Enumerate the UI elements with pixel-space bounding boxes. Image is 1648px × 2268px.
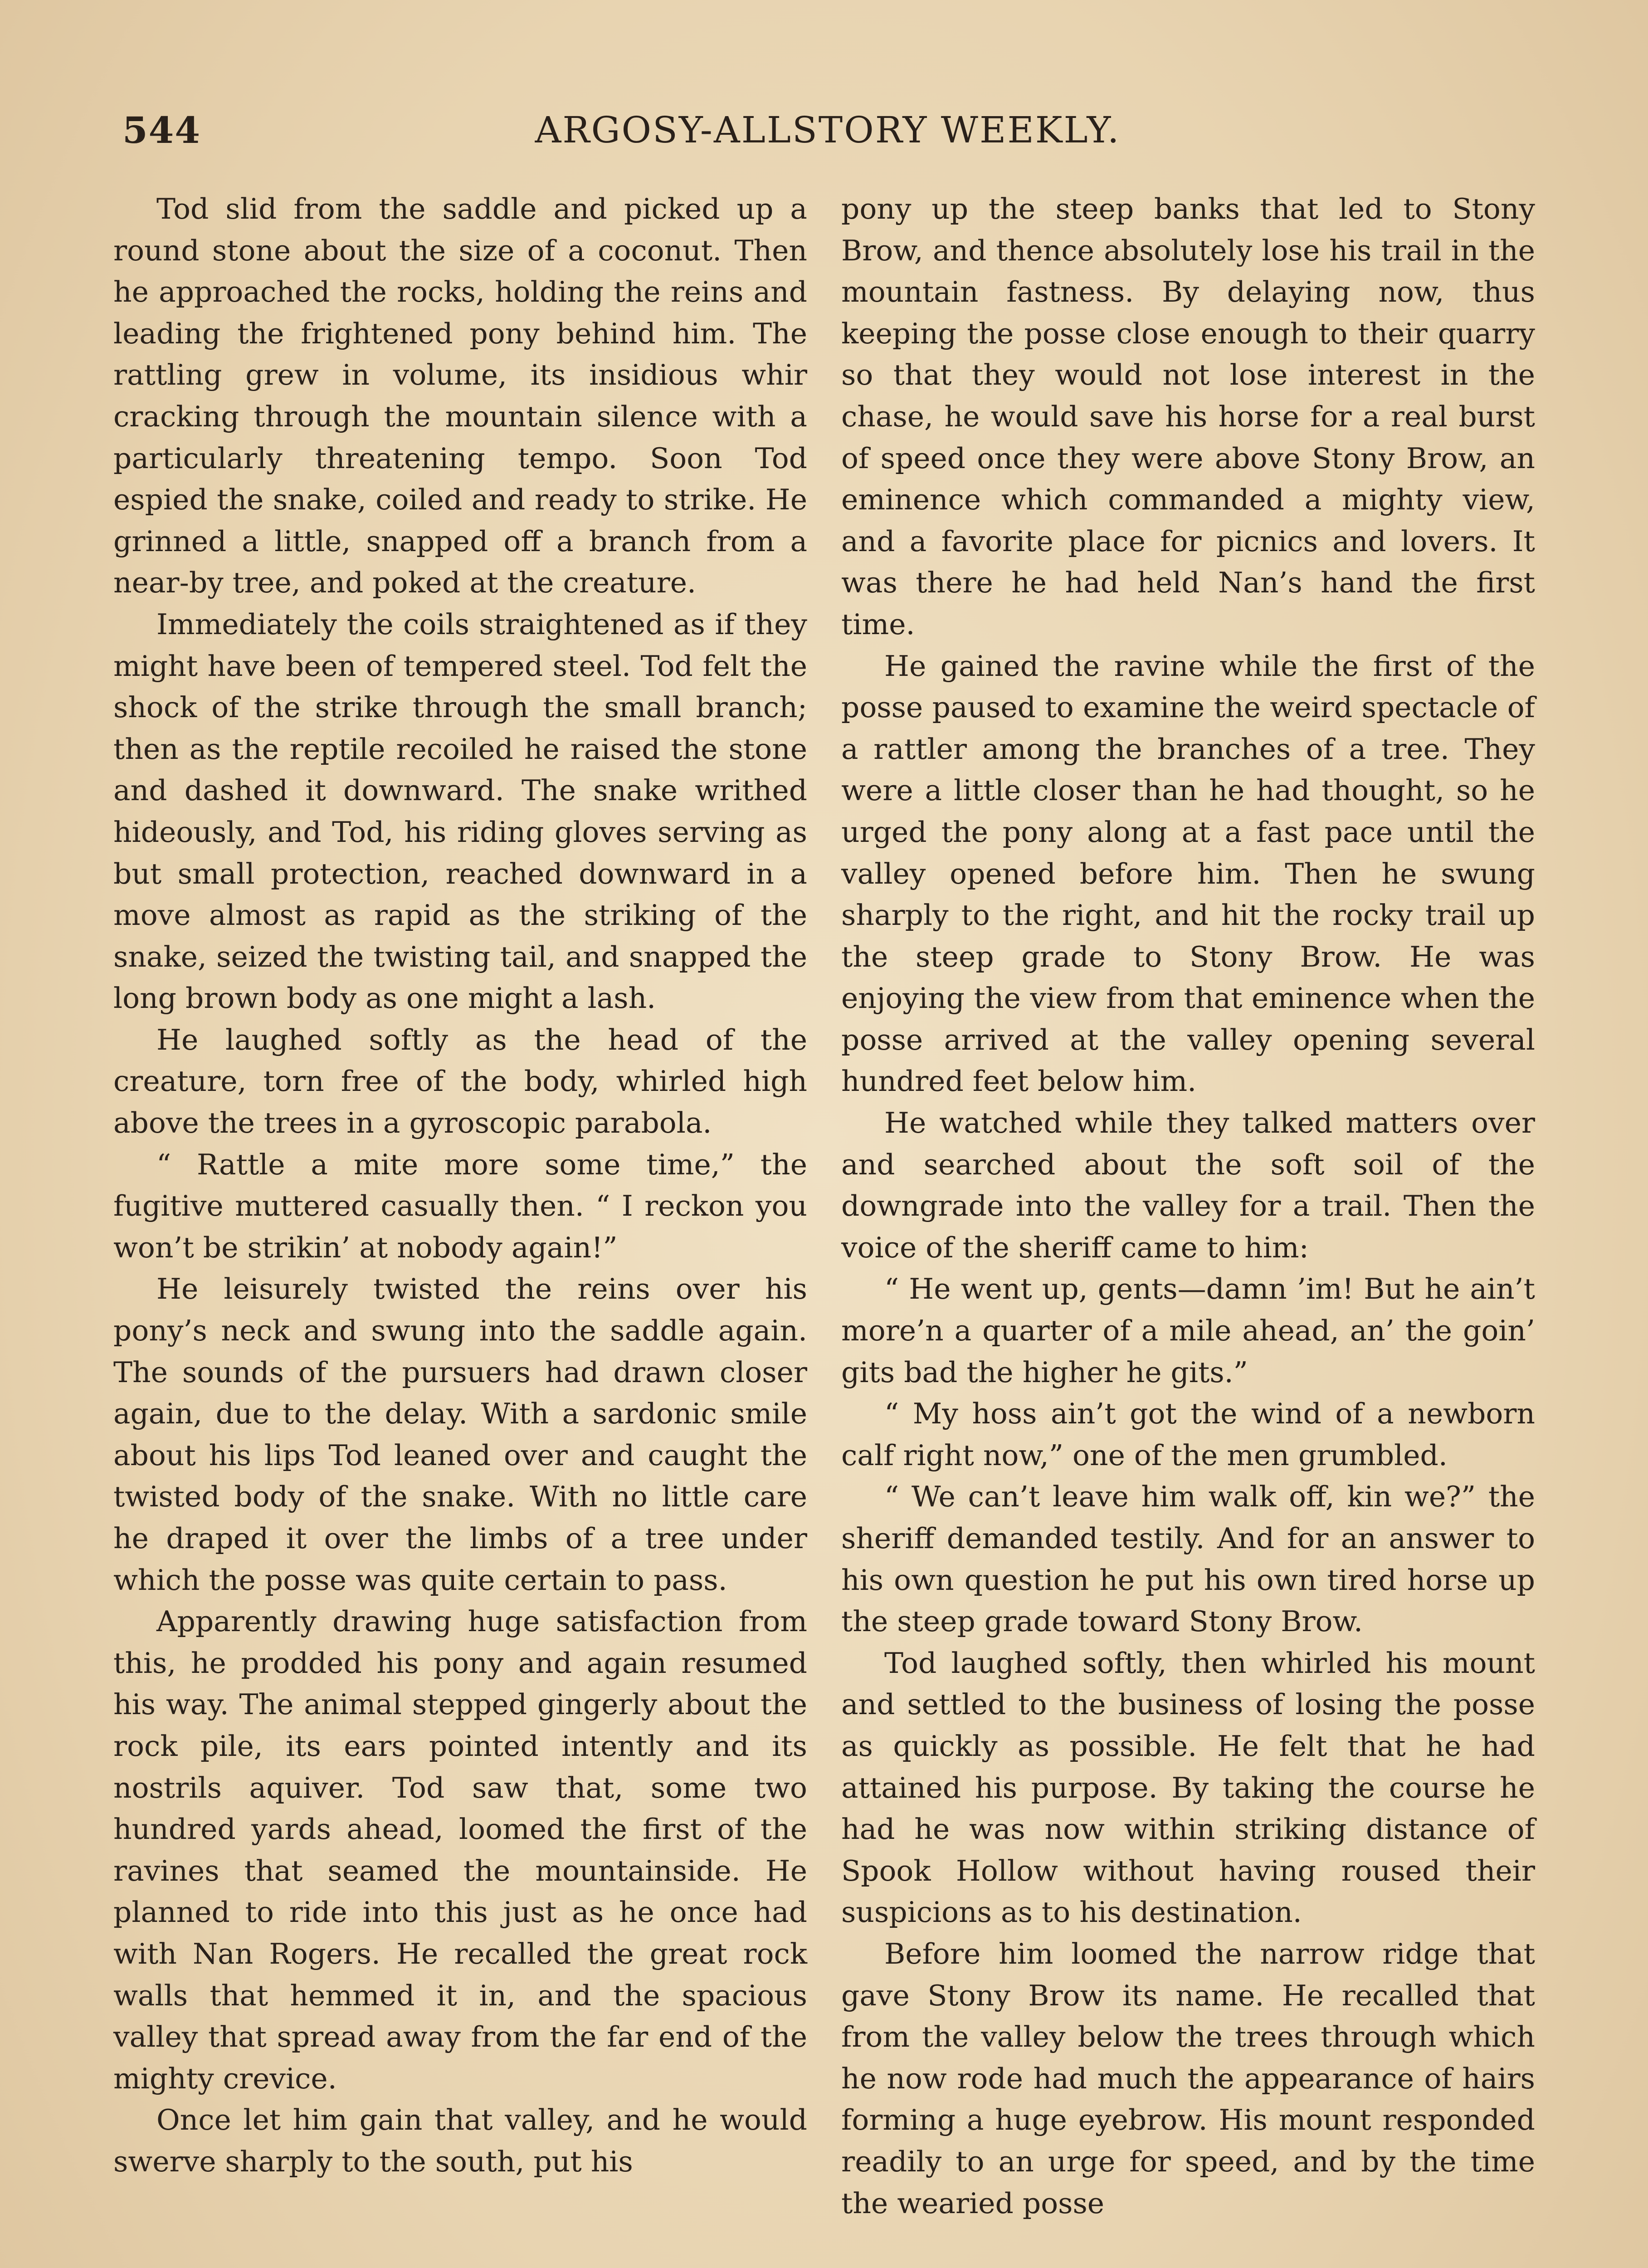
paragraph: “ My hoss ain’t got the wind of a newborn calf right now,” one of the men grumbled. [841, 1397, 1535, 1472]
paragraph-continued: pony up the steep banks that led to Stony Brow, and thence absolutely lose his trail in the mountain fastness. By delaying now, thus keeping the posse close enough to their quarry so that they would not lose interest in the chase, he would save his horse for a real burst of speed once they were above Stony Brow, an eminence which commanded a mighty view, and a favorite place for picnics and lovers. It was there he had held Nan’s hand the first time. [841, 192, 1535, 641]
paragraph: He leisurely twisted the reins over his pony’s neck and swung into the saddle again. The sounds of the pursuers had drawn closer again, due to the delay. With a sardonic smile about his lips Tod leaned over and caught the twisted body of the snake. With no little care he draped it over the limbs of a tree under which the posse was quite certain to pass. [113, 1272, 807, 1597]
paragraph: Apparently drawing huge satisfaction from this, he prodded his pony and again resumed his way. The animal stepped gingerly about the rock pile, its ears pointed intently and its nostrils aquiver. Tod saw that, some two hundred yards ahead, loomed the first of the ravines that seamed the mountainside. He planned to ride into this just as he once had with Nan Rogers. He recalled the great rock walls that hemmed it in, and the spacious valley that spread away from the far end of the mighty crevice. [113, 1605, 807, 2095]
paragraph: He laughed softly as the head of the creature, torn free of the body, whirled high above the trees in a gyroscopic parabola. [113, 1023, 807, 1140]
paragraph: Once let him gain that valley, and he would swerve sharply to the south, put his [113, 2103, 807, 2178]
page-header [122, 109, 1533, 159]
paragraph: Tod slid from the saddle and picked up a round stone about the size of a coconut. Then he approached the rocks, holding the reins and leading the frightened pony behind him. The rattling grew in volume, its insidious whir cracking through the mountain silence with a particularly threatening tempo. Soon Tod espied the snake, coiled and ready to strike. He grinned a little, snapped off a branch from a near-by tree, and poked at the creature. [113, 192, 807, 600]
right-column [841, 188, 1535, 2268]
paragraph: He watched while they talked matters over and searched about the soft soil of the downgrade into the valley for a trail. Then the voice of the sheriff came to him: [841, 1106, 1535, 1264]
paragraph: Before him loomed the narrow ridge that gave Stony Brow its name. He recalled that from the valley below the trees through which he now rode had much the appearance of hairs forming a huge eyebrow. His mount responded readily to an urge for speed, and by the time the wearied posse [841, 1937, 1535, 2220]
paragraph: Tod laughed softly, then whirled his mount and settled to the business of losing the posse as quickly as possible. He felt that he had attained his purpose. By taking the course he had he was now within striking distance of Spook Hollow without having roused their suspicions as to his destination. [841, 1646, 1535, 1929]
paragraph: “ Rattle a mite more some time,” the fugitive muttered casually then. “ I reckon you won’t be strikin’ at nobody again!” [113, 1148, 807, 1264]
paragraph: “ We can’t leave him walk off, kin we?” the sheriff demanded testily. And for an answer to his own question he put his own tired horse up the steep grade toward Stony Brow. [841, 1480, 1535, 1638]
paragraph: He gained the ravine while the first of the posse paused to examine the weird spectacle of a rattler among the branches of a tree. They were a little closer than he had thought, so he urged the pony along at a fast pace until the valley opened before him. Then he swung sharply to the right, and hit the rocky trail up the steep grade to Stony Brow. He was enjoying the view from that eminence when the posse arrived at the valley opening several hundred feet below him. [841, 649, 1535, 1098]
page-number: 544 [122, 109, 201, 152]
running-title: ARGOSY-ALLSTORY WEEKLY. [535, 109, 1121, 151]
paragraph: “ He went up, gents—damn ’im! But he ain’t more’n a quarter of a mile ahead, an’ the goin’ gits bad the higher he gits.” [841, 1272, 1535, 1389]
paragraph: Immediately the coils straightened as if they might have been of tempered steel. Tod felt the shock of the strike through the small branch; then as the reptile recoiled he raised the stone and dashed it downward. The snake writhed hideously, and Tod, his riding gloves serving as but small protection, reached downward in a move almost as rapid as the striking of the snake, seized the twisting tail, and snapped the long brown body as one might a lash. [113, 607, 807, 1015]
left-column [113, 188, 807, 2268]
